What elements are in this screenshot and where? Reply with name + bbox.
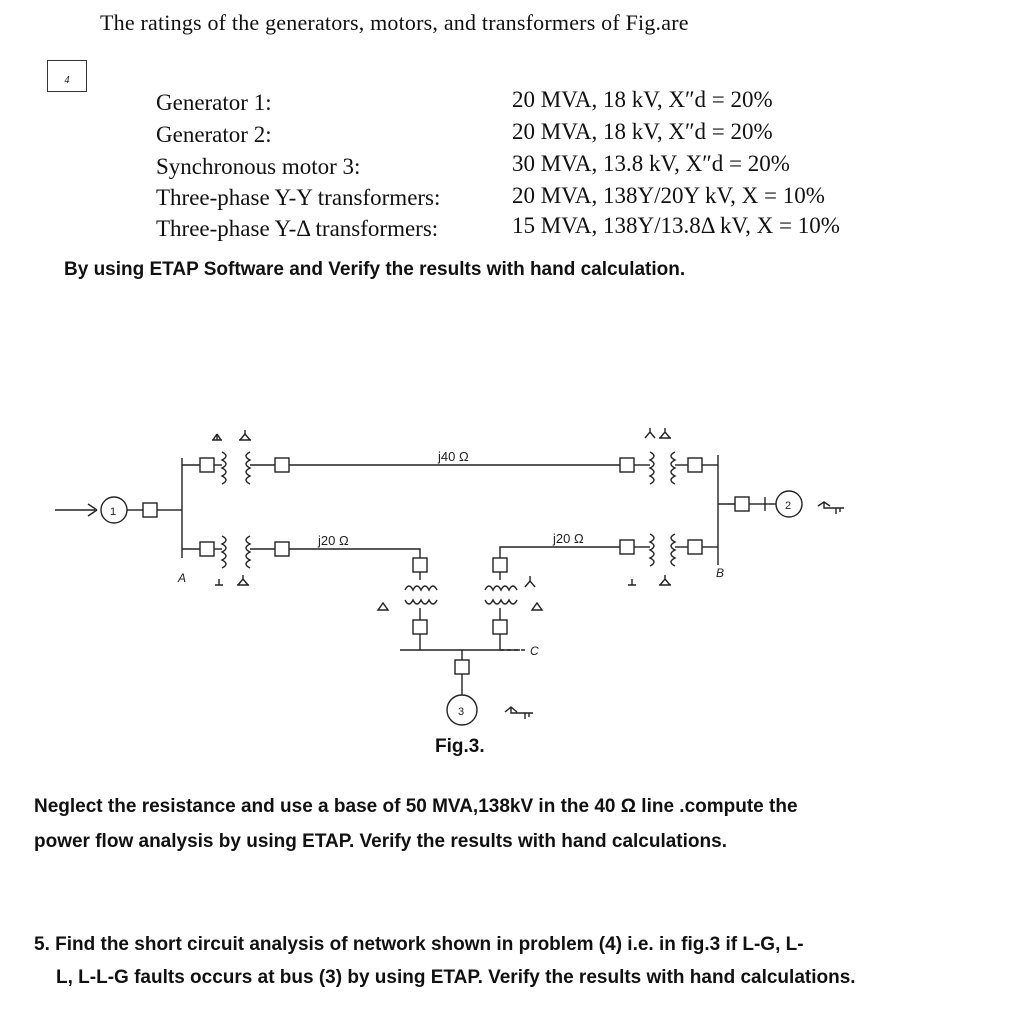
delta-symbol bbox=[378, 603, 388, 610]
line-left-label: j20 Ω bbox=[318, 533, 349, 548]
rating-spec: 20 MVA, 138Y/20Y kV, X = 10% bbox=[512, 183, 825, 208]
breaker-icon bbox=[688, 458, 702, 472]
transformer-coil-icon bbox=[222, 536, 226, 568]
rating-label: Generator 1: bbox=[156, 90, 272, 115]
bus-b-label: B bbox=[716, 566, 725, 580]
transformer-coil-icon bbox=[246, 452, 250, 484]
breaker-icon bbox=[688, 540, 702, 554]
short-circuit-line-1: 5. Find the short circuit analysis of network shown in problem (4) i.e. in fig.3 if L-G, L- bbox=[34, 934, 804, 955]
line-right-label: j20 Ω bbox=[553, 531, 584, 546]
delta-symbol bbox=[532, 603, 542, 610]
wye-symbol bbox=[212, 430, 251, 440]
intro-text: The ratings of the generators, motors, and transformers of Fig.are bbox=[100, 10, 689, 35]
ground-symbol bbox=[818, 502, 844, 514]
figure-caption: Fig.3. bbox=[435, 736, 485, 757]
breaker-icon bbox=[493, 558, 507, 572]
wye-symbol bbox=[645, 428, 671, 438]
rating-label: Synchronous motor 3: bbox=[156, 154, 361, 179]
motor3-number: 3 bbox=[458, 706, 465, 718]
rating-spec: 20 MVA, 18 kV, X″d = 20% bbox=[512, 87, 773, 112]
wye-symbol bbox=[525, 576, 535, 587]
breaker-icon bbox=[735, 497, 749, 511]
breaker-icon bbox=[413, 620, 427, 634]
breaker-icon bbox=[275, 542, 289, 556]
transformer-coil-icon bbox=[671, 452, 675, 484]
power-flow-line-1: Neglect the resistance and use a base of 50 MVA,138kV in the 40 Ω line .compute the bbox=[34, 796, 798, 817]
line-right bbox=[500, 547, 620, 558]
rating-spec: 20 MVA, 18 kV, X″d = 20% bbox=[512, 119, 773, 144]
breaker-icon bbox=[275, 458, 289, 472]
line-left bbox=[289, 549, 420, 558]
transformer-coil-icon bbox=[650, 534, 654, 566]
bus-a-label: A bbox=[178, 571, 187, 585]
short-circuit-question bbox=[34, 928, 856, 994]
breaker-icon bbox=[200, 458, 214, 472]
transformer-coil-icon bbox=[405, 600, 437, 604]
power-flow-line-2: power flow analysis by using ETAP. Verify the results with hand calculations. bbox=[34, 831, 727, 852]
wye-symbol bbox=[215, 575, 249, 585]
gen2-number: 2 bbox=[785, 500, 792, 512]
etap-instruction: By using ETAP Software and Verify the results with hand calculation. bbox=[64, 259, 686, 280]
breaker-icon bbox=[143, 503, 157, 517]
transformer-coil-icon bbox=[485, 600, 517, 604]
breaker-icon bbox=[620, 540, 634, 554]
breaker-icon bbox=[455, 660, 469, 674]
rating-label: Three-phase Y-Y transformers: bbox=[156, 185, 441, 210]
breaker-icon bbox=[413, 558, 427, 572]
power-flow-question bbox=[34, 789, 798, 859]
bus-c-label: C bbox=[530, 644, 539, 658]
rating-label: Three-phase Y-Δ transformers: bbox=[156, 216, 439, 241]
ground-symbol bbox=[55, 504, 97, 516]
transformer-coil-icon bbox=[246, 536, 250, 568]
rating-spec: 15 MVA, 138Y/13.8Δ kV, X = 10% bbox=[512, 213, 840, 238]
gen1-number: 1 bbox=[110, 506, 117, 518]
short-circuit-line-2: L, L-L-G faults occurs at bus (3) by using ETAP. Verify the results with hand calculations. bbox=[56, 967, 856, 988]
ground-symbol bbox=[505, 707, 533, 719]
breaker-icon bbox=[200, 542, 214, 556]
rating-label: Generator 2: bbox=[156, 122, 272, 147]
breaker-icon bbox=[620, 458, 634, 472]
wye-symbol bbox=[628, 575, 671, 585]
transformer-coil-icon bbox=[405, 586, 437, 590]
line-top-label: j40 Ω bbox=[438, 449, 469, 464]
transformer-coil-icon bbox=[222, 452, 226, 484]
breaker-icon bbox=[493, 620, 507, 634]
transformer-coil-icon bbox=[485, 586, 517, 590]
question-number-box: 4 bbox=[47, 60, 87, 92]
transformer-coil-icon bbox=[671, 534, 675, 566]
rating-spec: 30 MVA, 13.8 kV, X″d = 20% bbox=[512, 151, 790, 176]
transformer-coil-icon bbox=[650, 452, 654, 484]
